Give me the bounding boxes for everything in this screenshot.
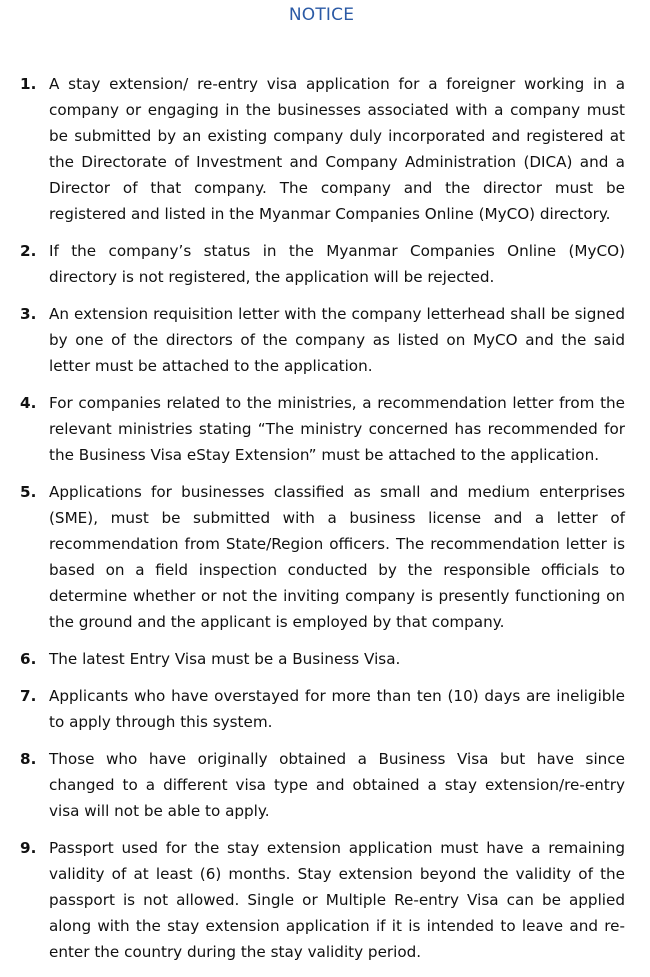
item-text: Applicants who have overstayed for more than ten (10) days are ineligible to apply through this system. [49,687,625,731]
notice-item-4 [0,390,650,468]
notice-item-8 [0,746,650,824]
notice-item-7 [0,683,650,735]
item-number: 1. [20,75,37,93]
item-number: 5. [20,483,37,501]
notice-title: NOTICE [288,5,355,25]
item-text: Passport used for the stay extension application must have a remaining validity of at least (6) months. Stay extension beyond the validity of the passport is not allowed. Single or Multiple Re-entry Visa can be applied along with the stay extension application if it is intended to leave and re-enter the country during the stay validity period. [49,839,625,961]
notice-item-1 [0,71,650,227]
item-text: For companies related to the ministries, a recommendation letter from the relevant ministries stating “The ministry concerned has recommended for the Business Visa eStay Extension” must be attached to the application. [49,394,625,464]
item-number: 2. [20,242,37,260]
item-text: Those who have originally obtained a Business Visa but have since changed to a different visa type and obtained a stay extension/re-entry visa will not be able to apply. [49,750,625,820]
item-number: 6. [20,650,37,668]
item-text: Applications for businesses classified as small and medium enterprises (SME), must be submitted with a business license and a letter of recommendation from State/Region officers. The recommendation letter is based on a field inspection conducted by the responsible officials to determine whether or not the inviting company is presently functioning on the ground and the applicant is employed by that company. [49,483,625,631]
item-text: If the company’s status in the Myanmar Companies Online (MyCO) directory is not registered, the application will be rejected. [49,242,625,286]
item-number: 4. [20,394,37,412]
item-text: The latest Entry Visa must be a Business Visa. [49,650,401,668]
item-number: 9. [20,839,37,857]
notice-item-9 [0,835,650,965]
item-number: 8. [20,750,37,768]
notice-item-3 [0,301,650,379]
item-number: 3. [20,305,37,323]
item-text: An extension requisition letter with the company letterhead shall be signed by one of the directors of the company as listed on MyCO and the said letter must be attached to the application. [49,305,625,375]
notice-item-5 [0,479,650,635]
item-text: A stay extension/ re-entry visa application for a foreigner working in a company or engaging in the businesses associated with a company must be submitted by an existing company duly incorporated and registered at the Directorate of Investment and Company Administration (DICA) and a Director of that company. The company and the director must be registered and listed in the Myanmar Companies Online (MyCO) directory. [49,75,625,223]
item-number: 7. [20,687,37,705]
notice-item-2 [0,238,650,290]
notice-item-6 [0,646,650,672]
notice-list [0,71,650,976]
